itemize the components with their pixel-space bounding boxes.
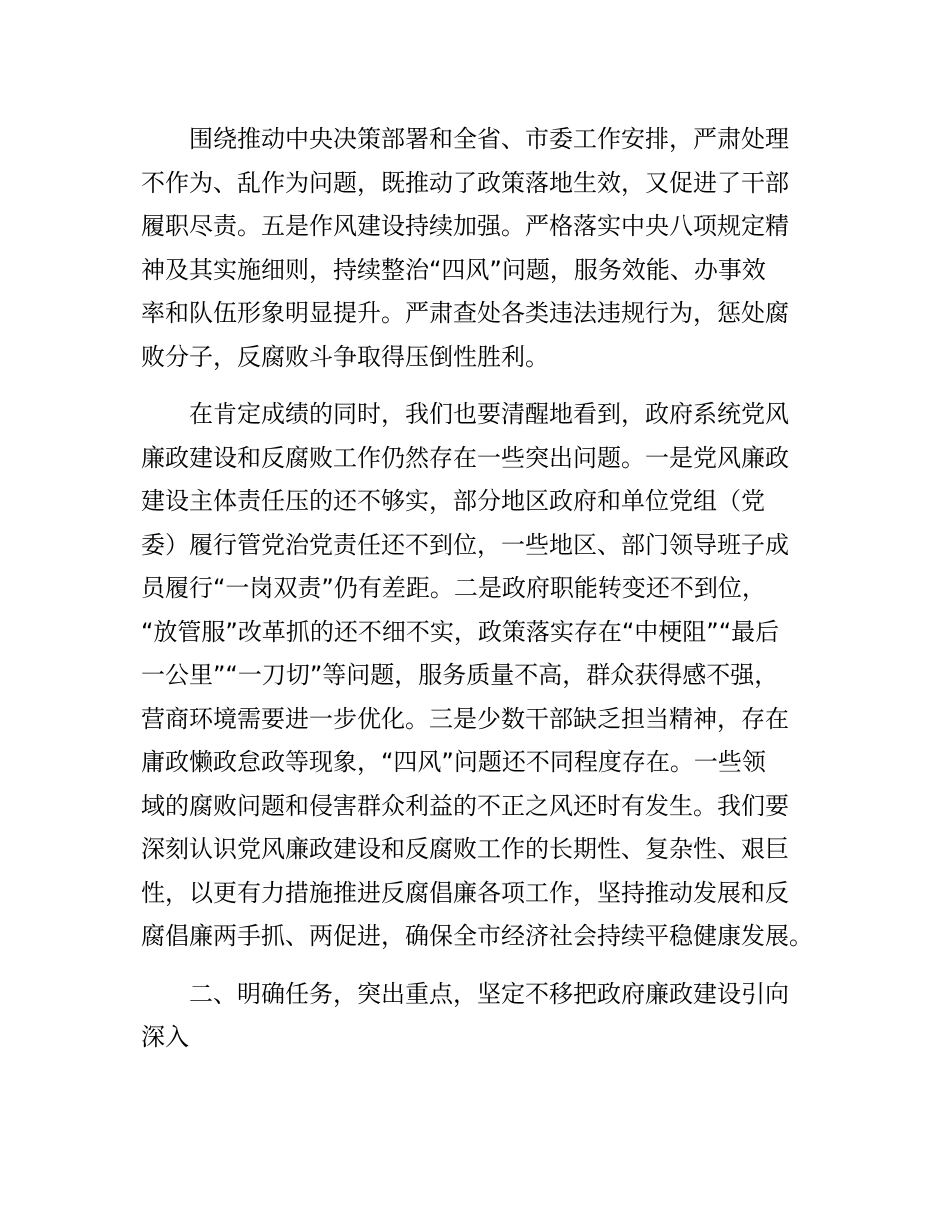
text-line: 域的腐败问题和侵害群众利益的不正之风还时有发生。我们要 — [141, 791, 789, 820]
document-body — [141, 118, 831, 1074]
heading-line: 二、明确任务，突出重点，坚定不移把政府廉政建设引向 — [189, 979, 789, 1008]
text-line: 营商环境需要进一步优化。三是少数干部缺乏担当精神，存在 — [141, 704, 789, 733]
text-line: 员履行“一岗双责”仍有差距。二是政府职能转变还不到位， — [141, 574, 766, 602]
text-line: 腐倡廉两手抓、两促进，确保全市经济社会持续平稳健康发展。 — [141, 922, 813, 950]
text-line: 在肯定成绩的同时，我们也要清醒地看到，政府系统党风 — [189, 400, 789, 428]
text-line: 败分子，反腐败斗争取得压倒性胜利。 — [141, 342, 549, 371]
text-line: 廉政建设和反腐败工作仍然存在一些突出问题。一是党风廉政 — [141, 443, 789, 472]
text-line: 庸政懒政怠政等现象，“四风”问题还不同程度存在。一些领 — [141, 748, 766, 776]
text-line: 神及其实施细则，持续整治“四风”问题，服务效能、办事效 — [141, 255, 766, 284]
heading-line: 深入 — [141, 1023, 189, 1051]
section-heading — [141, 973, 831, 1060]
paragraph-2 — [141, 393, 831, 959]
paragraph-1 — [141, 118, 831, 379]
text-line: 委）履行管党治党责任还不到位，一些地区、部门领导班子成 — [141, 530, 789, 559]
text-line: 履职尽责。五是作风建设持续加强。严格落实中央八项规定精 — [141, 212, 789, 240]
text-line: 深刻认识党风廉政建设和反腐败工作的长期性、复杂性、艰巨 — [141, 835, 789, 863]
text-line: 一公里”“一刀切”等问题，服务质量不高，群众获得感不强， — [141, 661, 779, 689]
text-line: 率和队伍形象明显提升。严肃查处各类违法违规行为，惩处腐 — [141, 299, 789, 327]
text-line: 围绕推动中央决策部署和全省、市委工作安排，严肃处理 — [189, 125, 789, 153]
text-line: 不作为、乱作为问题，既推动了政策落地生效，又促进了干部 — [141, 168, 789, 197]
text-line: 性，以更有力措施推进反腐倡廉各项工作，坚持推动发展和反 — [141, 878, 789, 907]
text-line: 建设主体责任压的还不够实，部分地区政府和单位党组（党 — [141, 487, 765, 515]
text-line: “放管服”改革抓的还不细不实，政策落实存在“中梗阻”“最后 — [141, 617, 780, 646]
